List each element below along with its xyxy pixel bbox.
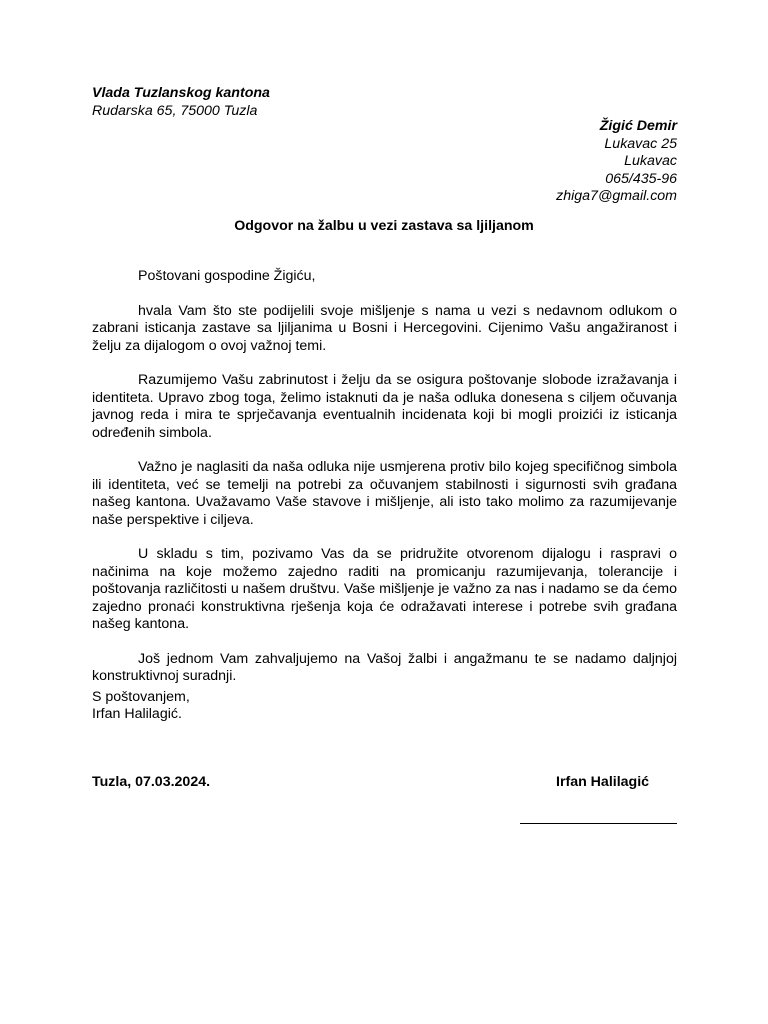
recipient-city: Lukavac (624, 153, 677, 169)
sender-block (92, 84, 270, 120)
closing-block (92, 689, 190, 724)
body-paragraph: Još jednom Vam zahvaljujemo na Vašoj žalbi i angažmanu te se nadamo daljnjoj konstruktivnoj suradnji. (92, 650, 677, 685)
letter-subject: Odgovor na žalbu u vezi zastava sa ljiljanom (234, 218, 534, 234)
recipient-name: Žigić Demir (599, 118, 677, 134)
recipient-phone: 065/435-96 (605, 170, 677, 187)
closing-name: Irfan Halilagić. (92, 706, 182, 723)
place-date: Tuzla, 07.03.2024. (92, 774, 211, 790)
body-paragraph: Važno je naglasiti da naša odluka nije usmjerena protiv bilo kojeg specifičnog simbola ili identiteta, već se temelji na potrebi za očuvanjem stabilnosti i sigurnosti svih građana našeg kantona. Uvažavamo Vaše stavove i mišljenje, ali isto tako molimo za razumijevanje naše perspektive i ciljeva. (92, 459, 677, 528)
closing-phrase: S poštovanjem, (92, 689, 190, 705)
letter-body (92, 268, 677, 703)
body-paragraph: U skladu s tim, pozivamo Vas da se pridružite otvorenom dijalogu i raspravi o načinima na koje možemo zajedno raditi na promicanju razumijevanja, tolerancije i poštovanja različitosti u našem društvu. Vaše mišljenje je važno za nas i nadamo se da ćemo zajedno pronaći konstruktivna rješenja koja će odražavati interese i potrebe svih građana našeg kantona. (92, 546, 677, 633)
recipient-street: Lukavac 25 (604, 135, 677, 152)
salutation: Poštovani gospodine Žigiću, (138, 268, 316, 284)
recipient-block (556, 118, 677, 206)
body-paragraph: hvala Vam što ste podijelili svoje mišljenje s nama u vezi s nedavnom odlukom o zabrani isticanja zastave sa ljiljanima u Bosni i Hercegovini. Cijenimo Vašu angažiranost i želju za dijalogom o ovoj važnoj temi. (92, 302, 677, 354)
sender-name: Vlada Tuzlanskog kantona (92, 85, 270, 101)
sender-address: Rudarska 65, 75000 Tuzla (92, 103, 258, 119)
signer-name: Irfan Halilagić (556, 774, 650, 790)
body-paragraph: Razumijemo Vašu zabrinutost i želju da se osigura poštovanje slobode izražavanja i identiteta. Upravo zbog toga, želimo istaknuti da je naša odluka donesena s ciljem očuvanja javnog reda i mira te sprječavanja eventualnih incidenata koji bi mogli proizići iz isticanja određenih simbola. (92, 372, 677, 441)
signature-line (520, 823, 677, 824)
recipient-email: zhiga7@gmail.com (556, 188, 677, 204)
